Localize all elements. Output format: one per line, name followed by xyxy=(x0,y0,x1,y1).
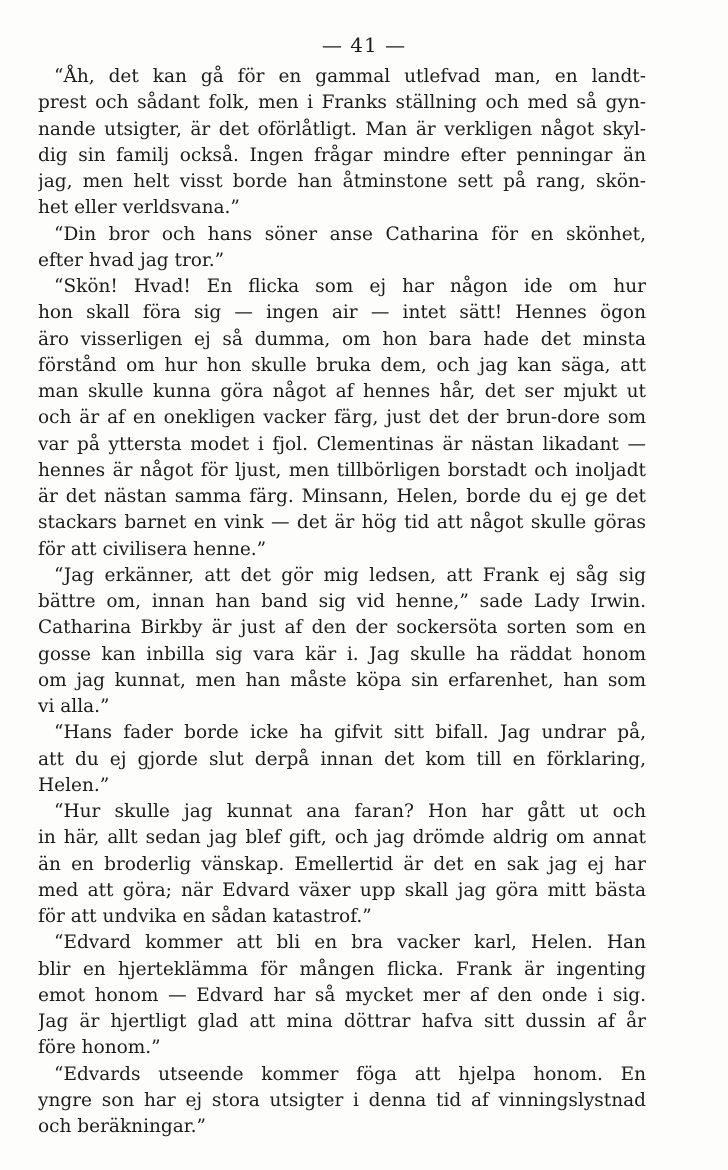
text-line: nande utsigter, är det oförlåtligt. Man är verkligen något skyl- xyxy=(38,118,646,140)
text-line: prest och sådant folk, men i Franks ställning och med så gyn- xyxy=(38,92,646,114)
body-text xyxy=(38,64,646,1140)
text-line: förstånd om hur hon skulle bruka dem, och jag kan säga, att xyxy=(38,354,646,376)
text-line: efter hvad jag tror.” xyxy=(38,249,225,271)
text-line: blir en hjerteklämma för mången flicka. Frank är ingenting xyxy=(38,958,646,980)
text-line: dig sin familj också. Ingen frågar mindre efter penningar än xyxy=(38,144,646,166)
text-line: med att göra; när Edvard växer upp skall jag göra mitt bästa xyxy=(38,879,646,901)
text-line: stackars barnet en vink — det är hög tid att något skulle göras xyxy=(38,512,646,534)
text-line: “Skön! Hvad! En flicka som ej har någon ide om hur xyxy=(54,276,646,297)
text-line: för att undvika en sådan katastrof.” xyxy=(38,906,372,927)
text-line: “Edvard kommer att bli en bra vacker karl, Helen. Han xyxy=(54,932,646,954)
text-line: Catharina Birkby är just af den der sockersöta sorten som en xyxy=(38,617,646,639)
text-line: var på yttersta modet i fjol. Clementinas är nästan likadant — xyxy=(38,433,646,455)
text-line: och är af en onekligen vacker färg, just det der brun-dore som xyxy=(38,407,646,429)
text-line: yngre son har ej stora utsigter i denna tid af vinningslystnad xyxy=(38,1089,646,1111)
text-line: jag, men helt visst borde han åtminstone sett på rang, skön- xyxy=(38,171,646,192)
text-line: för att civilisera henne.” xyxy=(38,538,267,560)
text-line: “Din bror och hans söner anse Catharina för en skönhet, xyxy=(54,223,646,245)
text-line: emot honom — Edvard har så mycket mer af den onde i sig. xyxy=(38,984,646,1006)
text-line: “Hur skulle jag kunnat ana faran? Hon har gått ut och xyxy=(54,801,646,822)
text-line: att du ej gjorde slut derpå innan det kom till en förklaring, xyxy=(38,748,646,770)
text-line: “Jag erkänner, att det gör mig ledsen, att Frank ej såg sig xyxy=(54,564,646,586)
text-line: gosse kan inbilla sig vara kär i. Jag skulle ha räddat honom xyxy=(38,643,646,665)
text-line: före honom.” xyxy=(38,1037,161,1059)
text-line: är det nästan samma färg. Minsann, Helen, borde du ej ge det xyxy=(38,486,646,507)
text-line: in här, allt sedan jag blef gift, och jag drömde aldrig om annat xyxy=(38,827,646,849)
text-line: “Hans fader borde icke ha gifvit sitt bifall. Jag undrar på, xyxy=(54,722,646,744)
text-line: het eller verldsvana.” xyxy=(38,197,240,219)
text-line: äro visserligen ej så dumma, om hon bara hade det minsta xyxy=(38,328,646,350)
text-line: om jag kunnat, men han måste köpa sin erfarenhet, han som xyxy=(38,669,646,691)
text-line: och beräkningar.” xyxy=(38,1116,206,1137)
text-line: Helen.” xyxy=(38,774,110,796)
text-line: vi alla.” xyxy=(38,696,110,717)
text-line: Jag är hjertligt glad att mina döttrar hafva sitt dussin af år xyxy=(38,1011,646,1032)
text-line: “Edvards utseende kommer föga att hjelpa honom. En xyxy=(54,1063,646,1085)
text-line: “Åh, det kan gå för en gammal utlefvad man, en landt- xyxy=(54,66,646,87)
page-number: — 41 — xyxy=(321,33,407,57)
text-line: man skulle kunna göra något af hennes hår, det ser mjukt ut xyxy=(38,381,646,402)
text-line: bättre om, innan han band sig vid henne,” sade Lady Irwin. xyxy=(38,591,646,612)
text-line: än en broderlig vänskap. Emellertid är det en sak jag ej har xyxy=(38,853,646,875)
text-line: hennes är något för ljust, men tillbörligen borstadt och inoljadt xyxy=(38,459,646,481)
text-line: hon skall föra sig — ingen air — intet sätt! Hennes ögon xyxy=(38,302,646,324)
